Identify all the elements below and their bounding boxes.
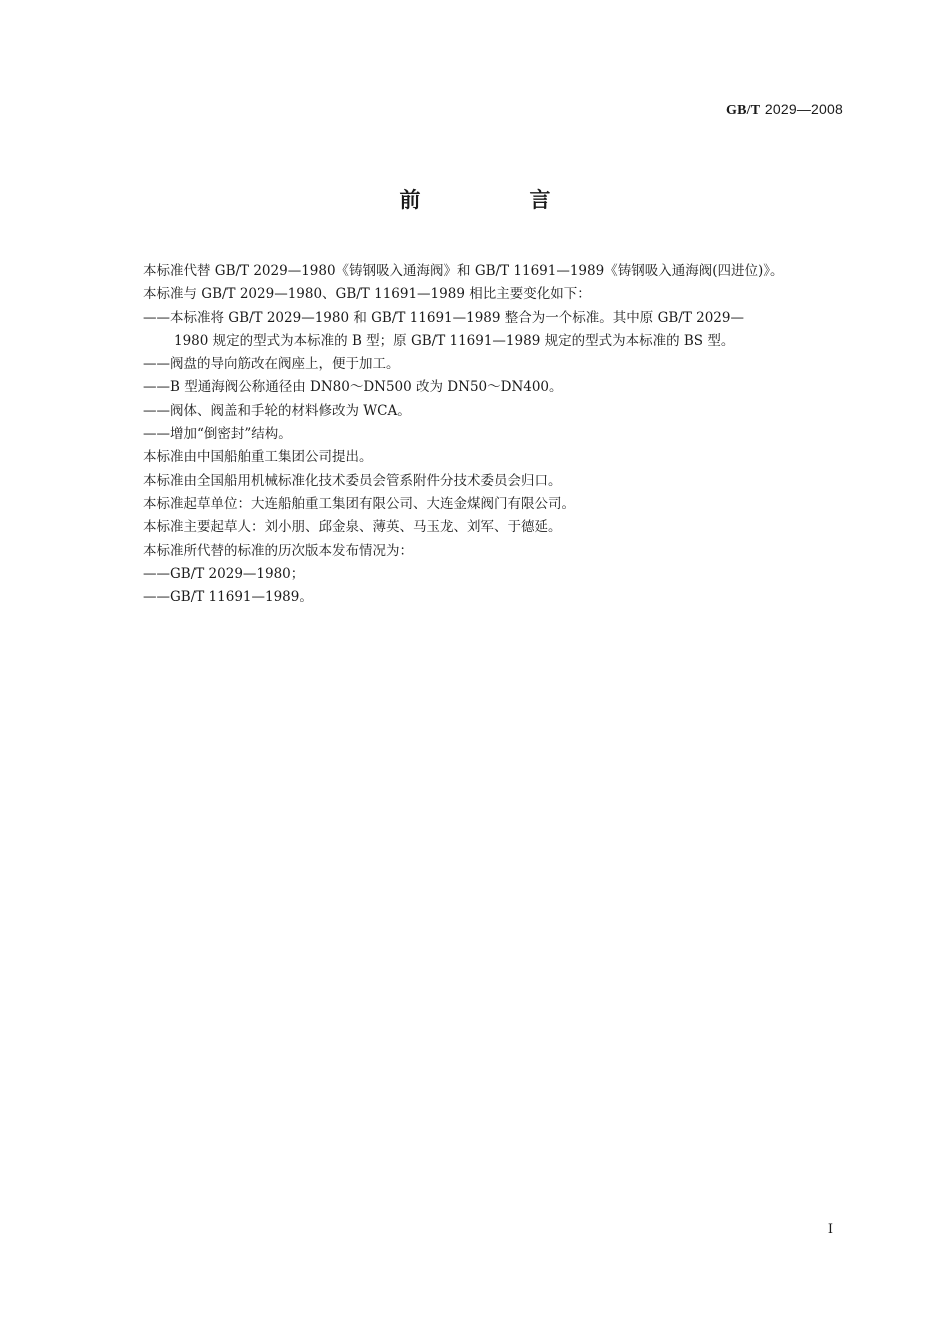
- standard-header: [726, 101, 843, 119]
- standard-code: GB/T: [725, 103, 761, 118]
- list-item-nominal-diameter: ——B 型通海阀公称通径由 DN80～DN500 改为 DN50～DN400。: [143, 379, 563, 396]
- document-body: [143, 260, 848, 609]
- page-number: I: [827, 1222, 833, 1237]
- page-title: 前 言: [399, 188, 595, 212]
- list-item-merge-continued: 1980 规定的型式为本标准的 B 型；原 GB/T 11691—1989 规定的型式为本标准的 BS 型。: [174, 332, 735, 349]
- paragraph-replaces: 本标准代替 GB/T 2029—1980《铸钢吸入通海阀》和 GB/T 11691—1989《铸钢吸入通海阀(四进位)》。: [143, 263, 784, 279]
- paragraph-drafters: 本标准主要起草人：刘小朋、邱金泉、薄英、马玉龙、刘军、于德延。: [143, 519, 562, 536]
- paragraph-drafting-units: 本标准起草单位：大连船舶重工集团有限公司、大连金煤阀门有限公司。: [143, 495, 575, 512]
- standard-number: 2029—2008: [764, 101, 843, 117]
- list-item-history-1980: ——GB/T 2029—1980；: [143, 565, 305, 582]
- paragraph-managed-by: 本标准由全国船用机械标准化技术委员会管系附件分技术委员会归口。: [143, 472, 562, 489]
- list-item-merge: ——本标准将 GB/T 2029—1980 和 GB/T 11691—1989 整合为一个标准。其中原 GB/T 2029—: [143, 309, 744, 326]
- list-item-history-1989: ——GB/T 11691—1989。: [143, 589, 313, 606]
- list-item-back-seal: ——增加“倒密封”结构。: [143, 426, 292, 443]
- list-item-guide-rib: ——阀盘的导向筋改在阀座上，便于加工。: [143, 356, 400, 373]
- paragraph-proposed-by: 本标准由中国船舶重工集团公司提出。: [143, 449, 373, 466]
- paragraph-changes-intro: 本标准与 GB/T 2029—1980、GB/T 11691—1989 相比主要变化如下：: [143, 286, 591, 303]
- paragraph-history-intro: 本标准所代替的标准的历次版本发布情况为：: [143, 542, 413, 559]
- list-item-material: ——阀体、阀盖和手轮的材料修改为 WCA。: [143, 402, 411, 419]
